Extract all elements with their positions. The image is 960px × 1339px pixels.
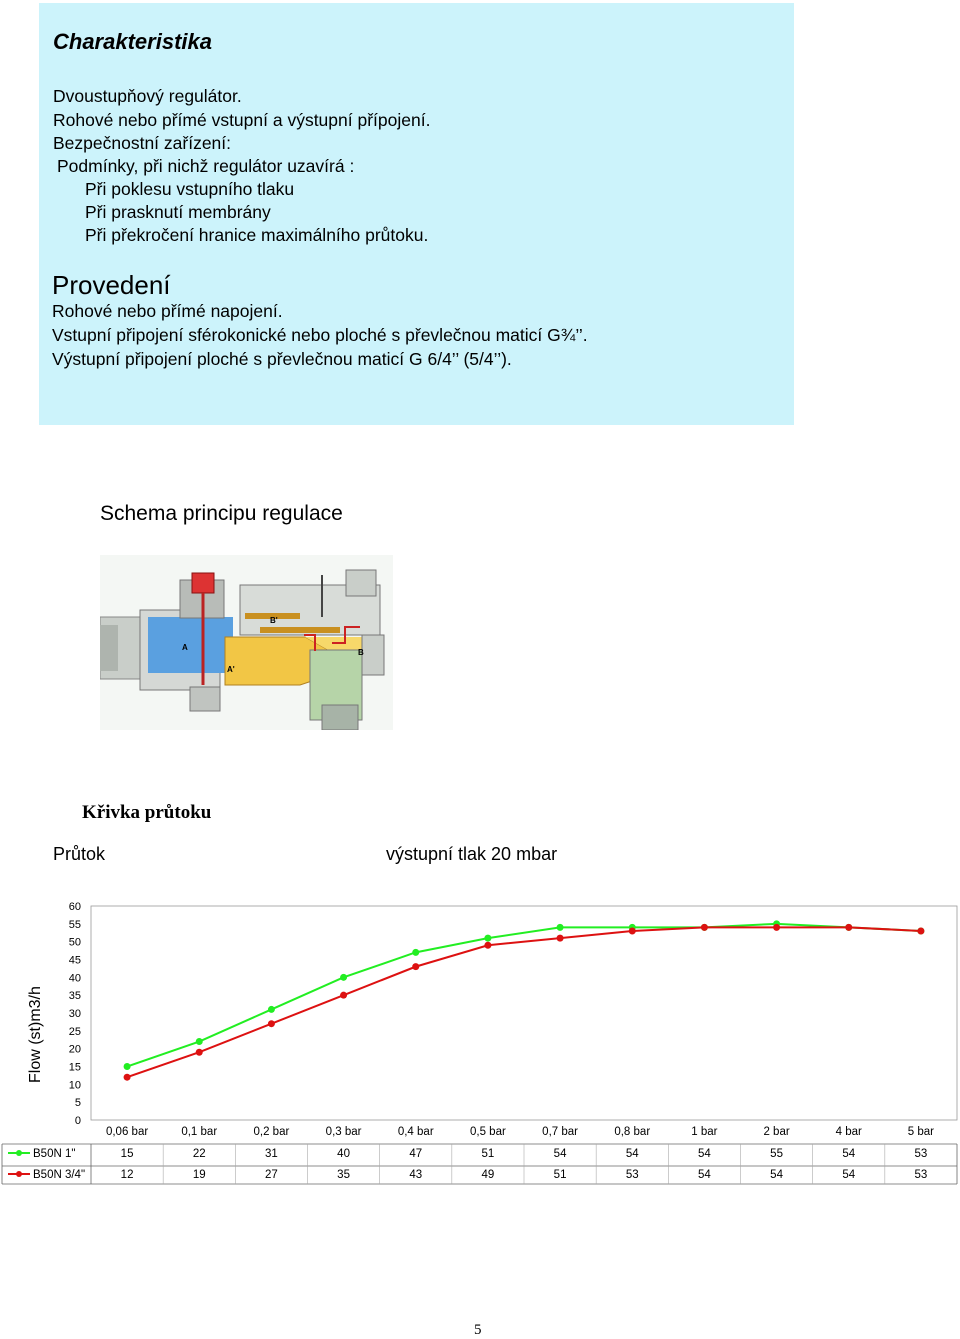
table-value: 12 xyxy=(120,1169,134,1181)
data-point xyxy=(484,942,491,949)
table-value: 54 xyxy=(625,1148,639,1160)
data-point xyxy=(845,924,852,931)
regulator-diagram xyxy=(100,555,393,730)
x-category-label: 0,2 bar xyxy=(253,1126,290,1138)
table-value: 47 xyxy=(409,1148,423,1160)
flow-chart xyxy=(0,895,960,1187)
legend-label: B50N 1" xyxy=(33,1148,76,1160)
flow-label: Průtok xyxy=(53,844,106,864)
page-number: 5 xyxy=(474,1322,482,1338)
diagram-label-a-prime: A' xyxy=(227,665,235,674)
table-value: 53 xyxy=(625,1169,639,1181)
legend-label: B50N 3/4" xyxy=(33,1169,86,1181)
diagram-label-a: A xyxy=(182,643,188,652)
table-value: 51 xyxy=(553,1169,567,1181)
y-tick-label: 40 xyxy=(68,972,81,985)
y-tick-label: 45 xyxy=(68,954,81,967)
data-point xyxy=(412,949,419,956)
table-value: 22 xyxy=(192,1148,206,1160)
data-point xyxy=(557,924,564,931)
y-tick-label: 15 xyxy=(68,1061,81,1074)
diagram-label-b-prime: B' xyxy=(270,616,278,625)
data-point xyxy=(701,924,708,931)
provedeni-title: Provedení xyxy=(52,270,171,300)
x-category-label: 5 bar xyxy=(907,1126,935,1138)
table-value: 53 xyxy=(914,1148,928,1160)
table-value: 54 xyxy=(698,1148,711,1160)
table-value: 54 xyxy=(553,1148,567,1160)
legend-marker xyxy=(16,1150,22,1156)
characteristics-line: Při překročení hranice maximálního průtoku. xyxy=(85,225,429,245)
series-line xyxy=(127,924,921,1067)
plot-area xyxy=(91,906,957,1120)
data-point xyxy=(773,924,780,931)
data-point xyxy=(268,1006,275,1013)
data-point xyxy=(340,992,347,999)
table-value: 40 xyxy=(337,1148,350,1160)
y-tick-label: 30 xyxy=(68,1008,81,1020)
x-category-label: 0,8 bar xyxy=(614,1126,651,1138)
y-tick-label: 0 xyxy=(74,1115,81,1127)
provedeni-line: Výstupní připojení ploché s převlečnou maticí G 6/4’’ (5/4’’). xyxy=(52,349,512,369)
characteristics-line: Bezpečnostní zařízení: xyxy=(53,133,232,153)
y-tick-label: 55 xyxy=(68,918,81,931)
table-value: 15 xyxy=(120,1148,134,1160)
characteristics-line: Rohové nebo přímé vstupní a výstupní přípojení. xyxy=(53,110,431,130)
characteristics-line: Podmínky, při nichž regulátor uzavírá : xyxy=(57,156,355,176)
legend-marker xyxy=(16,1171,22,1177)
table-value: 49 xyxy=(481,1169,495,1181)
data-point xyxy=(629,927,636,934)
data-point xyxy=(124,1063,131,1070)
table-value: 55 xyxy=(770,1148,783,1160)
data-point xyxy=(917,927,924,934)
y-tick-label: 50 xyxy=(68,936,81,949)
table-value: 19 xyxy=(192,1169,206,1181)
diagram-label-b: B xyxy=(358,648,364,657)
schema-title: Schema principu regulace xyxy=(100,502,343,525)
table-value: 35 xyxy=(337,1169,350,1181)
table-value: 43 xyxy=(409,1169,423,1181)
x-category-label: 0,4 bar xyxy=(397,1126,434,1138)
data-point xyxy=(268,1020,275,1027)
table-value: 54 xyxy=(842,1169,856,1181)
characteristics-line: Při poklesu vstupního tlaku xyxy=(85,179,295,199)
characteristics-title: Charakteristika xyxy=(53,29,212,54)
x-category-label: 0,06 bar xyxy=(105,1126,149,1138)
x-category-label: 0,5 bar xyxy=(470,1126,506,1138)
y-tick-label: 20 xyxy=(68,1043,81,1056)
data-point xyxy=(340,974,347,981)
table-value: 31 xyxy=(265,1148,278,1160)
y-axis-label: Flow (st)m3/h xyxy=(27,986,44,1083)
y-tick-label: 25 xyxy=(68,1025,81,1038)
table-value: 51 xyxy=(481,1148,495,1160)
characteristics-line: Při prasknutí membrány xyxy=(85,202,271,222)
data-point xyxy=(484,935,491,942)
x-category-label: 0,7 bar xyxy=(542,1126,578,1138)
provedeni-line: Rohové nebo přímé napojení. xyxy=(52,301,283,321)
x-category-label: 2 bar xyxy=(763,1126,790,1138)
x-category-label: 1 bar xyxy=(691,1126,718,1138)
series-line xyxy=(127,927,921,1077)
table-value: 54 xyxy=(698,1169,711,1181)
outlet-pressure-label: výstupní tlak 20 mbar xyxy=(386,844,558,864)
characteristics-line: Dvoustupňový regulátor. xyxy=(53,86,242,106)
data-point xyxy=(196,1049,203,1056)
y-tick-label: 5 xyxy=(74,1097,81,1110)
x-category-label: 0,1 bar xyxy=(181,1126,218,1138)
data-point xyxy=(196,1038,203,1045)
data-point xyxy=(412,963,419,970)
y-tick-label: 35 xyxy=(68,990,81,1003)
y-tick-label: 10 xyxy=(68,1079,81,1092)
table-value: 54 xyxy=(770,1169,783,1181)
curve-title: Křivka průtoku xyxy=(82,802,212,823)
data-point xyxy=(124,1074,131,1081)
provedeni-line: Vstupní připojení sférokonické nebo ploché s převlečnou maticí G¾’’. xyxy=(52,325,588,345)
x-category-label: 0,3 bar xyxy=(325,1126,362,1138)
table-value: 27 xyxy=(265,1169,278,1181)
table-value: 54 xyxy=(842,1148,856,1160)
x-category-label: 4 bar xyxy=(835,1126,862,1138)
table-value: 53 xyxy=(914,1169,928,1181)
y-tick-label: 60 xyxy=(68,901,81,913)
data-point xyxy=(557,935,564,942)
